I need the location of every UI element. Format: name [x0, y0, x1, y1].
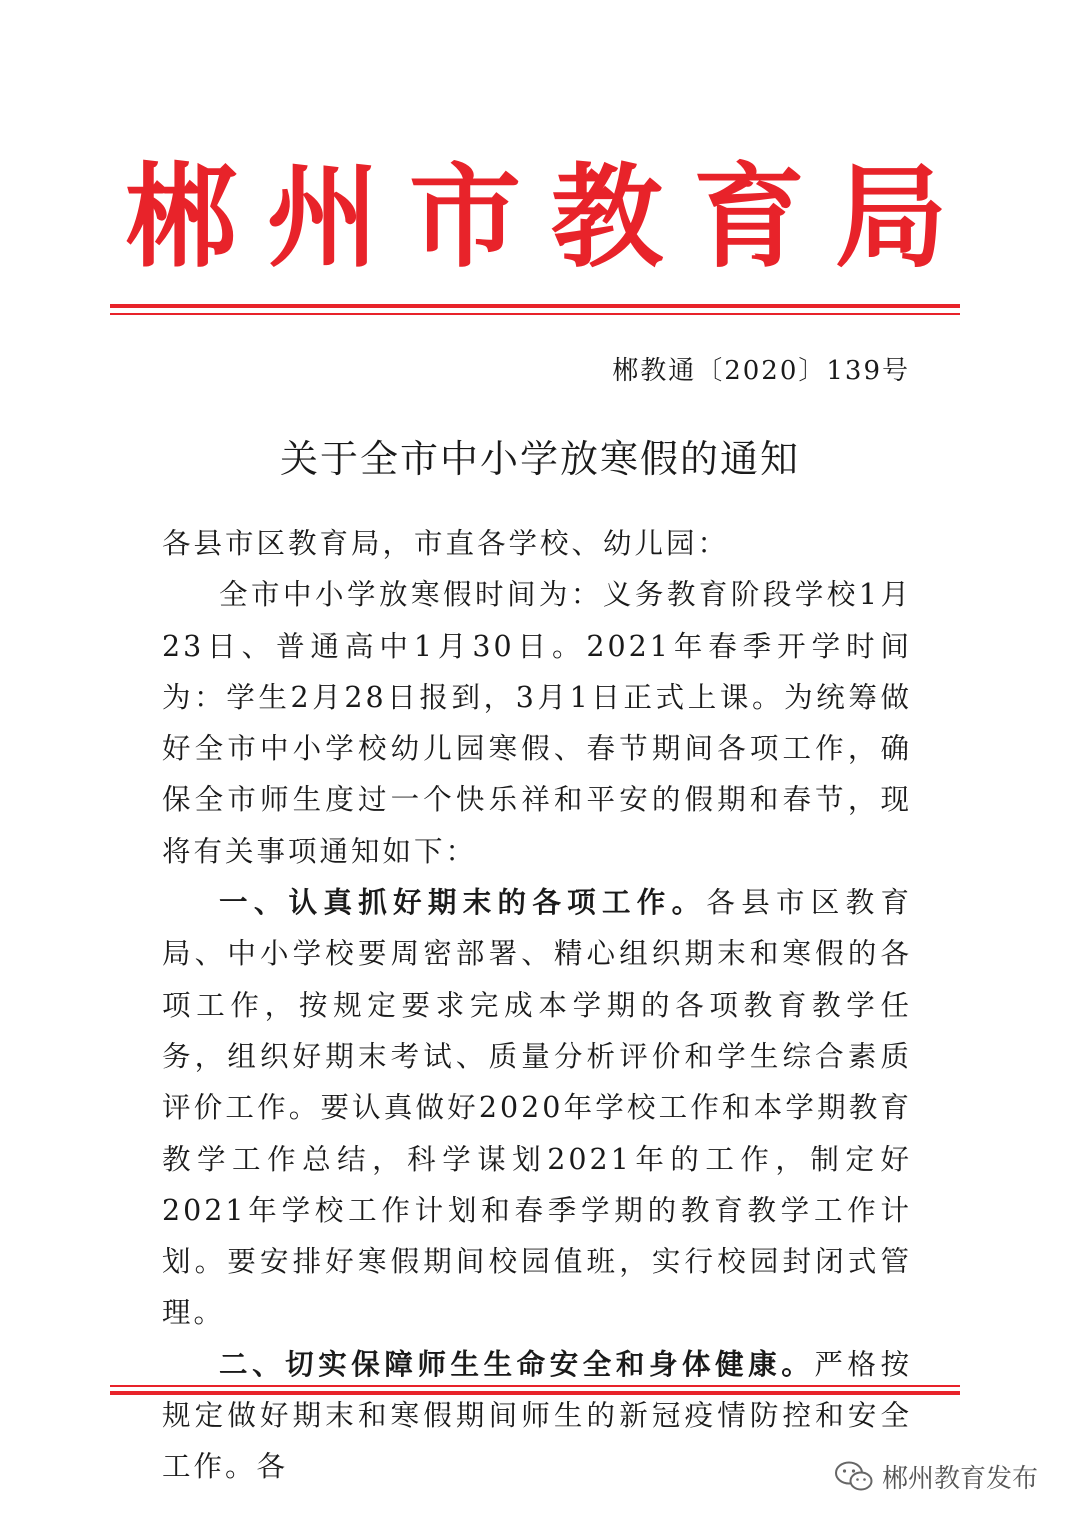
section-2-text: 严格按规定做好期末和寒假期间师生的新冠疫情防控和安全工作。各 — [162, 1347, 912, 1484]
section-1-text: 各县市区教育局、中小学校要周密部署、精心组织期末和寒假的各项工作，按规定要求完成本学期的各项教育教学任务，组织好期末考试、质量分析评价和学生综合素质评价工作。要认真做好2020年学校工作和本学期教育教学工作总结，科学谋划2021年的工作，制定好2021年学校工作计划和春季学期的教育教学工作计划。要安排好寒假期间校园值班，实行校园封闭式管理。 — [162, 886, 912, 1330]
wechat-icon — [834, 1460, 874, 1494]
section-1-heading: 一、认真抓好期末的各项工作。 — [219, 886, 707, 920]
salutation: 各县市区教育局，市直各学校、幼儿园： — [162, 527, 730, 560]
document-body — [162, 518, 912, 1493]
footer-divider — [110, 1385, 960, 1395]
watermark-label: 郴州教育发布 — [881, 1464, 1038, 1494]
watermark — [834, 1458, 1038, 1495]
masthead-title: 郴州市教育局 — [125, 153, 977, 283]
section-2-heading: 二、切实保障师生生命安全和身体健康。 — [219, 1347, 815, 1381]
masthead-divider — [110, 304, 960, 315]
document-number: 郴教通〔2020〕139号 — [612, 356, 910, 386]
section-1 — [162, 877, 912, 1339]
section-2 — [162, 1339, 912, 1493]
document-title: 关于全市中小学放寒假的通知 — [279, 437, 800, 481]
intro-paragraph: 全市中小学放寒假时间为：义务教育阶段学校1月23日、普通高中1月30日。2021年春季开学时间为：学生2月28日报到，3月1日正式上课。为统筹做好全市中小学校幼儿园寒假、春节期间各项工作，确保全市师生度过一个快乐祥和平安的假期和春节，现将有关事项通知如下： — [162, 578, 912, 868]
